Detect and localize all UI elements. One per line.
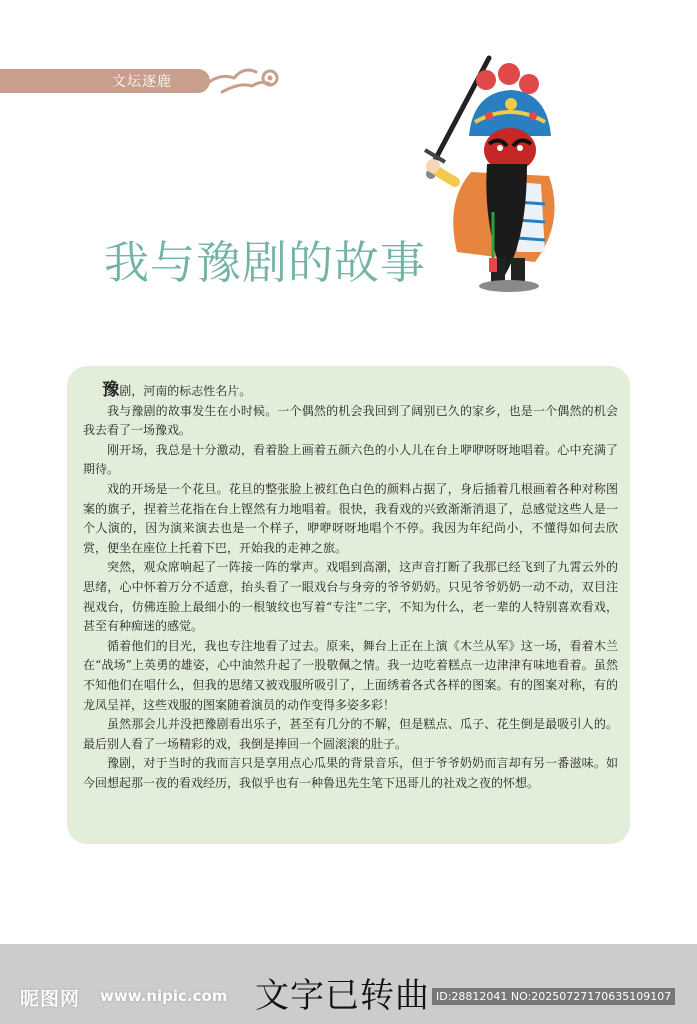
page-title: 我与豫剧的故事 bbox=[104, 236, 427, 289]
section-tab bbox=[0, 69, 210, 93]
auspicious-cloud-icon bbox=[200, 62, 280, 98]
article-lead bbox=[83, 381, 618, 402]
lead-text: 剧，河南的标志性名片。 bbox=[119, 384, 252, 398]
drop-character: 豫 bbox=[102, 380, 120, 400]
footer-note: 文字已转曲 bbox=[255, 976, 430, 1016]
article-paragraph: 刚开场，我总是十分激动，看着脸上画着五颜六色的小人儿在台上咿咿呀呀地唱着。心中充满了期待。 bbox=[83, 442, 618, 477]
watermark-brand: 昵图网 bbox=[20, 988, 81, 1010]
article-paragraph: 虽然那会儿并没把豫剧看出乐子，甚至有几分的不解，但是糕点、瓜子、花生倒是最吸引人的。最后别人看了一场精彩的戏，我倒是捧回一个圆滚滚的肚子。 bbox=[83, 717, 618, 751]
section-label: 文坛逐鹿 bbox=[112, 74, 172, 90]
article-paragraph: 循着他们的目光，我也专注地看了过去。原来，舞台上正在上演《木兰从军》这一场，看着木兰在“战场”上英勇的雄姿，心中油然升起了一股敬佩之情。我一边吃着糕点一边津津有味地看着。虽然不知他们在唱什么，但我的思绪又被戏服所吸引了，上面绣着各式各样的图案。有的图案对称，有的龙凤呈祥，这些戏服的图案随着演员的动作变得多姿多彩！ bbox=[83, 638, 618, 712]
watermark-url: www.nipic.com bbox=[100, 987, 228, 1005]
article-paragraph: 戏的开场是一个花旦。花旦的整张脸上被红色白色的颜料占据了，身后插着几根画着各种对称图案的旗子，捏着兰花指在台上铿然有力地唱着。很快，我看戏的兴致渐渐消退了，总感觉这些人是一个人演的，因为演来演去也是一个样子，咿咿呀呀地唱个不停。我因为年纪尚小，不懂得如何去欣赏，便坐在座位上托着下巴，开始我的走神之旅。 bbox=[83, 481, 618, 555]
article-paragraph: 突然，观众席响起了一阵接一阵的掌声。戏唱到高潮，这声音打断了我那已经飞到了九霄云外的思绪，心中怀着万分不适意，抬头看了一眼戏台与身旁的爷爷奶奶。只见爷爷奶奶一动不动，双目注视戏台，仿佛连脸上最细小的一根皱纹也写着“专注”二字，不知为什么，老一辈的人特别喜欢看戏，甚至有种痴迷的感觉。 bbox=[83, 560, 618, 634]
article-paragraph: 我与豫剧的故事发生在小时候。一个偶然的机会我回到了阔别已久的家乡，也是一个偶然的机会我去看了一场豫戏。 bbox=[83, 403, 618, 438]
opera-warrior-icon bbox=[415, 52, 565, 297]
watermark-id: ID:28812041 NO:20250727170635109107 bbox=[432, 988, 675, 1005]
article-body bbox=[83, 381, 618, 793]
article-paragraph: 豫剧，对于当时的我而言只是享用点心瓜果的背景音乐，但于爷爷奶奶而言却有另一番滋味。如今回想起那一夜的看戏经历，我似乎也有一种鲁迅先生笔下迅哥儿的社戏之夜的怀想。 bbox=[83, 756, 618, 790]
